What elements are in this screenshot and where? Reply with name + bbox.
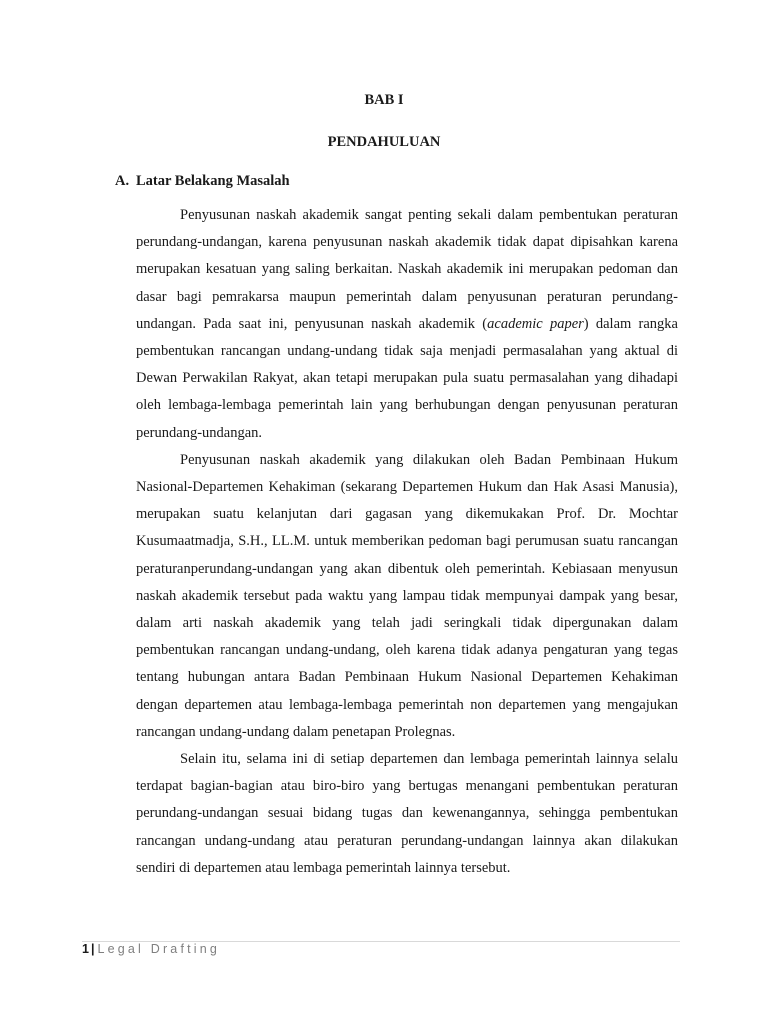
body-text bbox=[136, 202, 678, 882]
paragraph-3: Selain itu, selama ini di setiap departemen dan lembaga pemerintah lainnya selalu terdapat bagian-bagian atau biro-biro yang bertugas menangani pembentukan peraturan perundang-undangan sesuai bidang tugas dan kewenangannya, sehingga pembentukan rancangan undang-undang atau peraturan perundang-undangan lainnya akan dilakukan sendiri di departemen atau lembaga pemerintah lainnya tersebut. bbox=[136, 751, 678, 876]
paragraph-2: Penyusunan naskah akademik yang dilakukan oleh Badan Pembinaan Hukum Nasional-Departemen Kehakiman (sekarang Departemen Hukum dan Hak Asasi Manusia), merupakan suatu kelanjutan dari gagasan yang dikemukakan Prof. Dr. Mochtar Kusumaatmadja, S.H., LL.M. untuk memberikan pedoman bagi perumusan suatu rancangan peraturanperundang-undangan yang akan dibentuk oleh pemerintah. Kebiasaan menyusun naskah akademik tersebut pada waktu yang lampau tidak mempunyai dampak yang besar, dalam arti naskah akademik yang telah jadi seringkali tidak dipergunakan dalam pembentukan rancangan undang-undang, oleh karena tidak adanya pengaturan yang tegas tentang hubungan antara Badan Pembinaan Hukum Nasional Departemen Kehakiman dengan departemen atau lembaga-lembaga pemerintah non departemen yang mengajukan rancangan undang-undang dalam penetapan Prolegnas. bbox=[136, 451, 678, 740]
footer-separator: | bbox=[90, 942, 95, 956]
paragraph-1-text-before: Penyusunan naskah akademik sangat penting sekali dalam pembentukan peraturan perundang-undangan, karena penyusunan naskah akademik tidak dapat dipisahkan karena merupakan kesatuan yang saling berkaitan. Naskah akademik ini merupakan pedoman dan dasar bagi pemrakarsa maupun pemerintah dalam penyusunan peraturan perundang-undangan. Pada saat ini, penyusunan naskah akademik ( bbox=[136, 207, 678, 332]
paragraph-1 bbox=[136, 202, 678, 447]
paragraph-1-text-after: ) dalam rangka pembentukan rancangan undang-undang tidak saja menjadi permasalahan yang aktual di Dewan Perwakilan Rakyat, akan tetapi merupakan pula suatu permasalahan yang dihadapi oleh lembaga-lembaga pemerintah lain yang berhubungan dengan penyusunan peraturan perundang-undangan. bbox=[136, 315, 678, 441]
section-title: Latar Belakang Masalah bbox=[136, 173, 290, 189]
footer-label: Legal Drafting bbox=[97, 942, 221, 956]
page-footer bbox=[82, 942, 220, 956]
page-number: 1 bbox=[82, 942, 89, 956]
section-heading bbox=[115, 173, 290, 190]
chapter-number: BAB I bbox=[364, 92, 404, 108]
paragraph-1-emphasis: academic paper bbox=[487, 315, 584, 332]
section-marker: A. bbox=[115, 173, 130, 189]
chapter-title: PENDAHULUAN bbox=[327, 134, 441, 150]
